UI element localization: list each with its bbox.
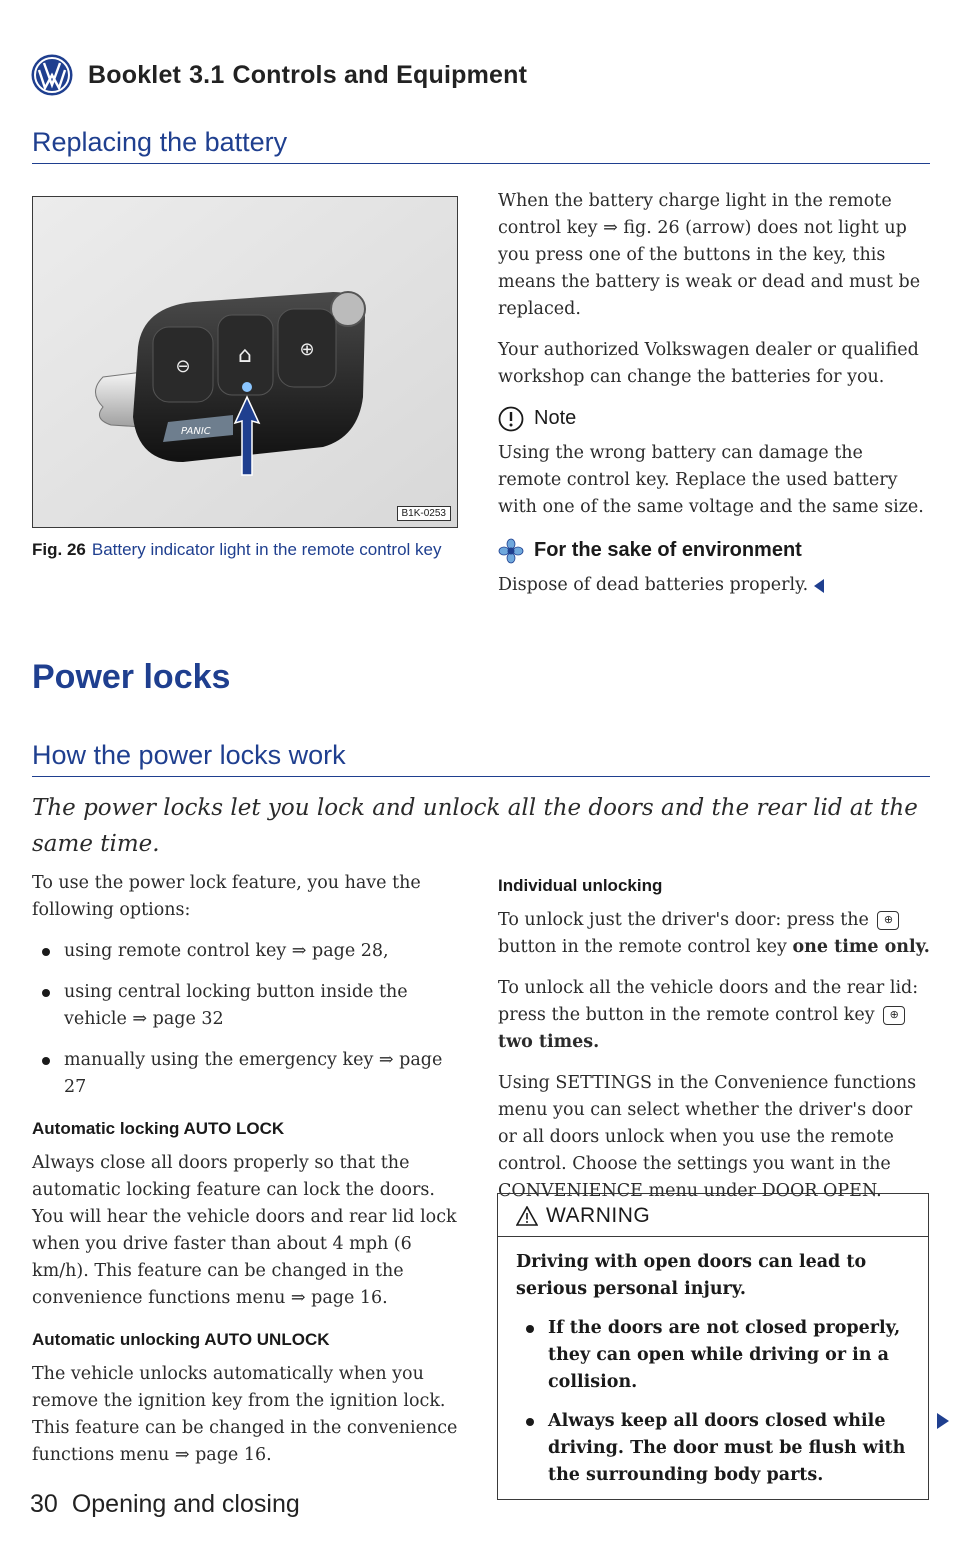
page-footer — [30, 1490, 300, 1519]
figure-caption-text: Battery indicator light in the remote control key — [91, 540, 442, 559]
list-item: manually using the emergency key ⇒ page 27 — [32, 1047, 464, 1101]
footer-section: Opening and closing — [71, 1490, 300, 1518]
auto-lock-title: Automatic locking AUTO LOCK — [32, 1119, 285, 1138]
battery-paragraph-1: When the battery charge light in the remote control key ⇒ fig. 26 (arrow) does not light up you press one of the buttons in the key, this means the battery is weak or dead and must be replaced. — [498, 191, 921, 319]
section-rule-2 — [32, 776, 930, 777]
ind-text-a: To unlock just the driver's door: press the — [498, 910, 869, 930]
ind-text-b: button in the remote control key — [498, 937, 787, 957]
section-heading-how-power-locks-work: How the power locks work — [32, 740, 346, 770]
ind-text-bold: one time only. — [792, 937, 930, 957]
warning-item: Always keep all doors closed while driving. The door must be flush with the surrounding body parts. — [516, 1408, 912, 1489]
figure-label: Fig. 26 — [32, 540, 86, 559]
figure-code: B1K-0253 — [397, 506, 451, 521]
svg-text:⌂: ⌂ — [238, 343, 252, 368]
list-item: using central locking button inside the vehicle ⇒ page 32 — [32, 979, 464, 1033]
end-of-section-icon — [814, 579, 824, 593]
auto-lock-text: Always close all doors properly so that the automatic locking feature can lock the doors. You will hear the vehicle doors and rear lid lock when you drive faster than about 4 mph (6 km/h). This feature can be changed in the convenience functions menu ⇒ page 16. — [32, 1153, 457, 1308]
environment-header — [498, 537, 930, 564]
warning-intro: Driving with open doors can lead to serious personal injury. — [516, 1252, 867, 1299]
section-heading-replacing-battery: Replacing the battery — [32, 127, 288, 157]
warning-item: If the doors are not closed properly, they can open while driving or in a collision. — [516, 1315, 912, 1396]
note-header — [498, 405, 930, 432]
warning-title: WARNING — [546, 1204, 651, 1227]
warning-header — [498, 1194, 928, 1237]
environment-text: Dispose of dead batteries properly. — [498, 575, 809, 595]
panic-label: PANIC — [181, 426, 211, 437]
list-item: using remote control key ⇒ page 28, — [32, 938, 464, 965]
battery-paragraph-2: Your authorized Volkswagen dealer or qualified workshop can change the batteries for you. — [498, 340, 919, 387]
auto-unlock-title: Automatic unlocking AUTO UNLOCK — [32, 1330, 330, 1349]
figure-remote-key — [32, 196, 458, 528]
individual-unlocking-title: Individual unlocking — [498, 876, 663, 895]
individual-paragraph-1 — [498, 907, 930, 961]
booklet-number: 3.1 — [189, 60, 225, 89]
intro-text: The power locks let you lock and unlock all the doors and the rear lid at the same time. — [32, 795, 918, 857]
ind-text-c: To unlock all the vehicle doors and the rear lid: press the button in the remote control key — [498, 978, 919, 1025]
section-rule — [32, 163, 930, 164]
unlock-key-icon: ⊕ — [883, 1006, 905, 1025]
figure-caption — [32, 538, 462, 561]
note-exclamation-icon — [498, 406, 524, 432]
replacing-battery-text — [498, 188, 930, 613]
warning-triangle-icon — [516, 1206, 538, 1226]
note-title: Note — [534, 407, 577, 429]
power-locks-right-column — [498, 870, 930, 1219]
environment-title: For the sake of environment — [534, 539, 802, 561]
options-intro: To use the power lock feature, you have the following options: — [32, 873, 421, 920]
individual-paragraph-3: Using SETTINGS in the Convenience functions menu you can select whether the driver's door or all doors unlock when you use the remote control. Choose the settings you want in the CONVENIENCE menu under DOOR OPEN. — [498, 1073, 917, 1201]
booklet-title: Controls and Equipment — [232, 60, 528, 89]
chapter-heading-power-locks: Power locks — [32, 658, 231, 696]
note-text: Using the wrong battery can damage the remote control key. Replace the used battery with one of the same voltage and the same size. — [498, 443, 924, 517]
continue-arrow-icon — [937, 1413, 949, 1429]
environment-flower-icon — [498, 538, 524, 564]
svg-text:⊖: ⊖ — [175, 356, 191, 377]
booklet-label: Booklet — [88, 60, 182, 89]
vw-logo-icon — [30, 53, 74, 97]
remote-key-illustration — [33, 197, 458, 528]
unlock-key-icon: ⊕ — [877, 911, 899, 930]
page-number: 30 — [30, 1490, 58, 1518]
ind-text-bold-2: two times. — [498, 1032, 600, 1052]
svg-text:⊕: ⊕ — [299, 339, 315, 360]
individual-paragraph-2 — [498, 975, 930, 1056]
auto-unlock-text: The vehicle unlocks automatically when you remove the ignition key from the ignition lock. This feature can be changed in the convenience functions menu ⇒ page 16. — [32, 1364, 458, 1465]
power-locks-left-column — [32, 870, 464, 1483]
page-header — [30, 50, 535, 100]
warning-box — [497, 1193, 929, 1500]
